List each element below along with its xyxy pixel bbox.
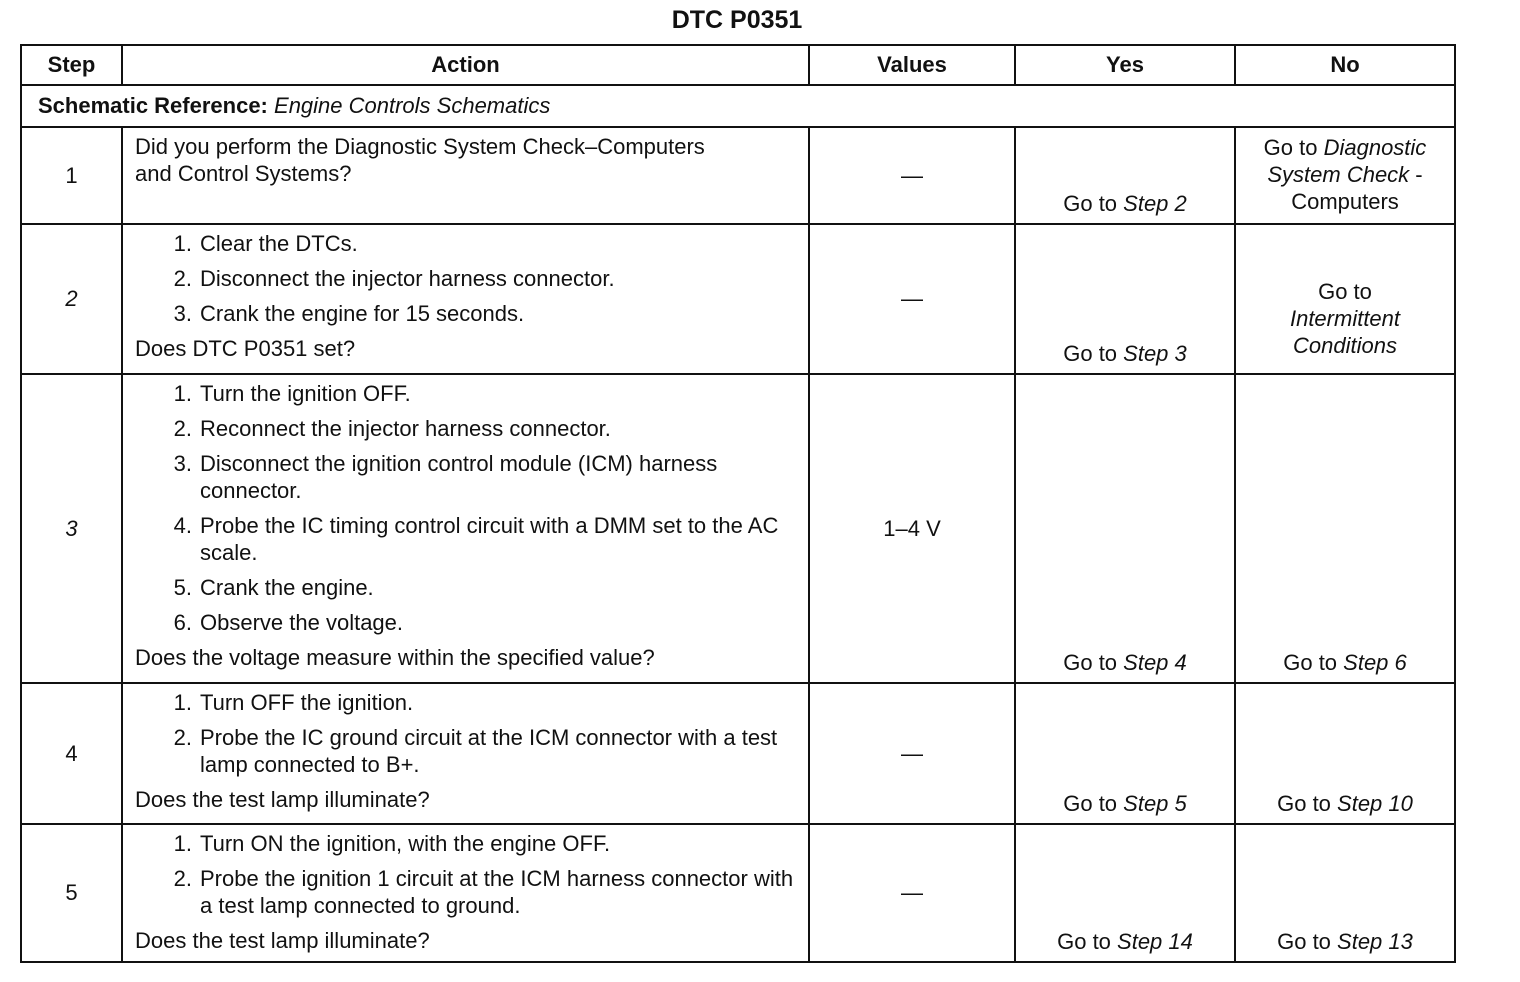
no-suffix: - [1409,162,1423,187]
no-link[interactable]: Step 6 [1343,650,1407,675]
value-cell: — [809,683,1015,824]
schematic-reference [21,85,1455,127]
yes-cell [1015,127,1235,224]
schematic-reference-row [21,85,1455,127]
no-prefix: Go to [1277,929,1338,954]
no-cell [1235,683,1455,824]
header-action: Action [122,45,809,85]
list-item: 1. Turn OFF the ignition. [173,690,414,715]
list-item: 1. Clear the DTCs. [173,231,358,256]
header-row [21,45,1455,85]
table-row [21,224,1455,374]
yes-prefix: Go to [1063,341,1124,366]
header-values: Values [809,45,1015,85]
action-question: Does DTC P0351 set? [135,336,356,361]
action-cell [122,127,809,224]
yes-cell [1015,374,1235,683]
yes-cell [1015,683,1235,824]
list-item: 4. Probe the IC timing control circuit with a DMM set to the AC scale. [173,513,779,565]
yes-cell [1015,224,1235,374]
page-title: DTC P0351 [671,6,803,34]
action-list [135,830,796,919]
yes-link[interactable]: Step 3 [1123,341,1187,366]
yes-link[interactable]: Step 14 [1117,929,1193,954]
value-cell: — [809,824,1015,962]
value-cell: — [809,127,1015,224]
no-cell [1235,127,1455,224]
step-number: 4 [21,683,122,824]
list-item: 2. Disconnect the injector harness connector. [173,266,615,291]
no-link[interactable]: Intermittent [1289,305,1401,331]
no-prefix: Go to [1318,278,1372,304]
yes-cell [1015,824,1235,962]
action-question: Does the test lamp illuminate? [135,928,430,953]
no-cell [1235,824,1455,962]
no-link[interactable]: Conditions [1293,332,1397,358]
header-yes: Yes [1015,45,1235,85]
action-list [135,230,796,327]
schematic-reference-link[interactable]: Engine Controls Schematics [274,93,551,118]
yes-link[interactable]: Step 2 [1123,191,1187,216]
table-row [21,683,1455,824]
no-link[interactable]: Step 13 [1337,929,1413,954]
step-number: 3 [21,374,122,683]
header-step: Step [21,45,122,85]
list-item: 3. Crank the engine for 15 seconds. [173,301,525,326]
action-text: Did you perform the Diagnostic System Check–Computers [135,134,705,159]
action-question: Does the test lamp illuminate? [135,787,430,812]
no-prefix: Go to [1263,135,1324,160]
list-item: 1. Turn ON the ignition, with the engine OFF. [173,831,611,856]
step-number: 1 [21,127,122,224]
list-item: 2. Probe the ignition 1 circuit at the ICM harness connector with a test lamp connected to ground. [173,866,794,918]
no-prefix: Go to [1277,791,1338,816]
step-number: 5 [21,824,122,962]
no-cell [1235,374,1455,683]
value-cell: — [809,224,1015,374]
schematic-reference-label: Schematic Reference: [38,93,268,118]
yes-prefix: Go to [1063,650,1124,675]
list-item: 6. Observe the voltage. [173,610,404,635]
list-item: 3. Disconnect the ignition control module (ICM) harness connector. [173,451,718,503]
yes-prefix: Go to [1063,791,1124,816]
action-question: Does the voltage measure within the specified value? [135,645,655,670]
action-list [135,689,796,778]
yes-link[interactable]: Step 4 [1123,650,1187,675]
no-cell [1235,224,1455,374]
yes-prefix: Go to [1057,929,1118,954]
no-link[interactable]: Step 10 [1337,791,1413,816]
no-link[interactable]: System Check [1267,162,1410,187]
list-item: 2. Probe the IC ground circuit at the ICM connector with a test lamp connected to B+. [173,725,778,777]
no-prefix: Go to [1283,650,1344,675]
action-cell [122,374,809,683]
action-cell [122,224,809,374]
table-row [21,824,1455,962]
diagnostic-table [20,44,1456,963]
table-row [21,127,1455,224]
yes-prefix: Go to [1063,191,1124,216]
no-text: Computers [1291,189,1399,214]
action-list [135,380,796,636]
list-item: 5. Crank the engine. [173,575,374,600]
yes-link[interactable]: Step 5 [1123,791,1187,816]
action-text: and Control Systems? [135,161,352,186]
list-item: 1. Turn the ignition OFF. [173,381,411,406]
table-row [21,374,1455,683]
step-number: 2 [21,224,122,374]
list-item: 2. Reconnect the injector harness connector. [173,416,611,441]
action-cell [122,824,809,962]
header-no: No [1235,45,1455,85]
value-cell: 1–4 V [809,374,1015,683]
action-cell [122,683,809,824]
no-link[interactable]: Diagnostic [1323,135,1427,160]
